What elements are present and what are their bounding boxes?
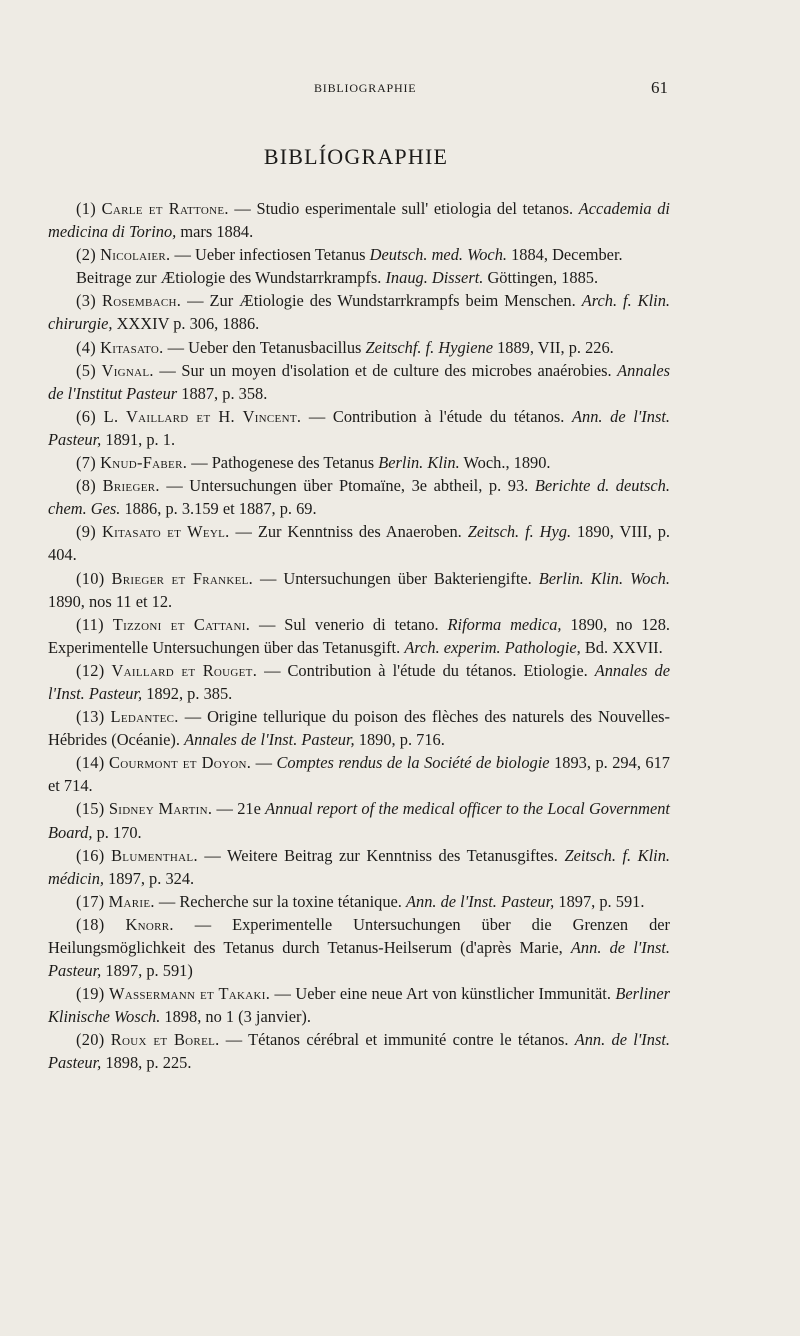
reference-details: 1890, no 128. Experimentelle Untersuchungen über das Tetanusgift. (48, 614, 670, 657)
reference-authors: Wassermann et Takaki. (108, 984, 271, 1004)
reference-details: 1893, p. 294, 617 et 714. (48, 753, 670, 796)
reference-entry (48, 243, 670, 266)
reference-entry (48, 751, 670, 797)
running-title: BIBLIOGRAPHIE (314, 81, 417, 95)
reference-source: Annales de l'Institut Pasteur (48, 360, 670, 403)
reference-text: — (251, 753, 277, 773)
reference-details: 1892, p. 385. (142, 683, 233, 703)
reference-authors: Sidney Martin. (108, 799, 213, 819)
reference-entry (48, 359, 670, 405)
reference-entry (48, 659, 670, 705)
reference-authors: Knud-Faber. (100, 453, 188, 473)
reference-authors: Nicolaier. (100, 245, 171, 265)
reference-entry (48, 266, 670, 289)
reference-number: (16) (76, 845, 105, 865)
reference-source: Riforma medica, (447, 614, 562, 634)
reference-number: (1) (76, 199, 97, 218)
reference-source: Annales de l'Inst. Pasteur, (48, 660, 670, 703)
reference-number: (4) (76, 337, 97, 357)
reference-text: — Recherche sur la toxine tétanique. (154, 891, 406, 911)
reference-text: — Contribution à l'étude du tétanos. (301, 406, 573, 426)
reference-authors: Brieger. (102, 476, 160, 496)
reference-details: 1891, p. 1. (101, 429, 176, 449)
reference-source: Deutsch. med. Woch. (369, 245, 507, 265)
running-header (56, 79, 668, 101)
reference-number: (17) (76, 891, 105, 911)
reference-source: Zeitsch. f. Hyg. (467, 522, 572, 542)
reference-text: — Sul venerio di tetano. (250, 614, 448, 634)
reference-text: — Ueber infectiosen Tetanus (170, 245, 370, 265)
reference-number: (10) (76, 568, 105, 588)
reference-number: (13) (76, 707, 105, 727)
reference-details: XXXIV p. 306, 1886. (112, 314, 260, 334)
reference-entry (48, 474, 670, 520)
reference-details: Göttingen, 1885. (483, 268, 599, 288)
page-title: BIBLÍOGRAPHIE (263, 144, 449, 169)
reference-number: (18) (76, 914, 105, 934)
reference-text: — Weitere Beitrag zur Kenntniss des Tetanusgiftes. (197, 845, 565, 865)
reference-authors: Vaillard et Rouget. (111, 660, 258, 680)
reference-entry (48, 197, 670, 243)
reference-number: (7) (76, 453, 97, 473)
reference-authors: L. Vaillard et H. Vincent. (103, 406, 302, 426)
page-number: 61 (651, 78, 668, 97)
reference-text: — Experimentelle Untersuchungen über die Grenzen der Heilungsmöglichkeit des Tetanus durch Tetanus-Heilserum (d'après Marie, (48, 914, 670, 957)
reference-entry (48, 405, 670, 451)
reference-source: Berichte d. deutsch. chem. Ges. (48, 476, 670, 519)
reference-details: 1889, VII, p. 226. (492, 337, 614, 357)
reference-source: Arch. f. Klin. chirurgie, (48, 291, 670, 334)
reference-entry (48, 1028, 670, 1074)
reference-details: Woch., 1890. (459, 453, 551, 473)
reference-source: Arch. experim. Pathologie (404, 637, 577, 657)
reference-authors: Vignal. (101, 360, 154, 380)
reference-number: (5) (76, 360, 97, 380)
reference-number: (20) (76, 1030, 105, 1050)
reference-entry (48, 613, 670, 659)
reference-details: 1884, December. (507, 245, 623, 265)
reference-text: — Studio esperimentale sull' etiologia del tetanos. (228, 199, 579, 218)
reference-details: 1897, p. 324. (103, 868, 195, 888)
reference-details: 1890, VIII, p. 404. (48, 522, 671, 565)
reference-authors: Courmont et Doyon. (109, 753, 252, 773)
reference-source: Annual report of the medical officer to the Local Government Board, (48, 799, 670, 842)
reference-number: (2) (76, 245, 97, 265)
reference-authors: Tizzoni et Cattani. (112, 614, 251, 634)
reference-details: 1890, p. 716. (354, 730, 445, 750)
reference-authors: Kitasato et Weyl. (101, 522, 230, 542)
reference-number: (15) (76, 799, 105, 819)
reference-entry (48, 913, 670, 982)
reference-source: Inaug. Dissert. (385, 268, 484, 288)
reference-number: (14) (76, 753, 105, 773)
reference-details: 1897, p. 591) (101, 961, 193, 981)
reference-source: Berlin. Klin. (378, 453, 460, 473)
reference-authors: Brieger et Frankel. (111, 568, 254, 588)
reference-text: — Pathogenese des Tetanus (187, 453, 379, 473)
reference-entry (48, 982, 670, 1028)
reference-details: 1886, p. 3.159 et 1887, p. 69. (120, 499, 317, 519)
reference-source: Berliner Klinische Wosch. (48, 984, 670, 1027)
reference-text: — Untersuchungen über Bakteriengifte. (253, 568, 539, 588)
reference-entry (48, 705, 670, 751)
reference-source: Comptes rendus de la Société de biologie (276, 753, 550, 773)
reference-source: Annales de l'Inst. Pasteur, (184, 730, 355, 750)
reference-details: 1890, nos 11 et 12. (48, 591, 173, 611)
reference-number: (8) (76, 476, 97, 496)
reference-number: (12) (76, 660, 105, 680)
reference-details: 1887, p. 358. (177, 383, 268, 403)
reference-authors: Ledantec. (110, 707, 179, 727)
reference-details: mars 1884. (176, 222, 254, 242)
reference-text: — Ueber eine neue Art von künstlicher Immunität. (270, 984, 616, 1004)
reference-entry (48, 289, 670, 335)
reference-details: 1897, p. 591. (554, 891, 645, 911)
reference-details: p. 170. (92, 822, 142, 842)
reference-entry (48, 797, 670, 843)
reference-authors: Roux et Borel. (110, 1030, 220, 1050)
reference-source: Berlin. Klin. Woch. (538, 568, 670, 588)
reference-number: (11) (76, 614, 104, 634)
reference-authors: Blumenthal. (111, 845, 198, 865)
reference-text: — 21e (212, 799, 266, 819)
reference-entry (48, 567, 670, 613)
reference-list (48, 197, 670, 1075)
reference-entry (48, 520, 670, 566)
reference-entry (48, 844, 670, 890)
reference-entry (48, 890, 670, 913)
reference-text: — Tétanos cérébral et immunité contre le tétanos. (219, 1030, 575, 1050)
reference-source: Ann. de l'Inst. Pasteur, (48, 1030, 670, 1073)
reference-source: Ann. de l'Inst. Pasteur, (48, 406, 670, 449)
reference-authors: Carle et Rattone. (101, 199, 229, 218)
reference-details: , Bd. XXVII. (576, 637, 663, 657)
reference-text: — Sur un moyen d'isolation et de culture des microbes anaérobies. (153, 360, 618, 380)
reference-authors: Knorr. (125, 914, 174, 934)
reference-entry (48, 451, 670, 474)
reference-authors: Rosembach. (102, 291, 182, 311)
reference-authors: Marie. (108, 891, 155, 911)
reference-text: — Zur Kenntniss des Anaeroben. (229, 522, 468, 542)
reference-authors: Kitasato. (100, 337, 164, 357)
reference-number: (19) (76, 984, 105, 1004)
reference-details: 1898, no 1 (3 janvier). (160, 1007, 311, 1027)
reference-entry (48, 336, 670, 359)
reference-text: — Origine tellurique du poison des flèches des naturels des Nouvelles-Hébrides (Océanie). (48, 707, 670, 750)
reference-number: (6) (76, 406, 97, 426)
reference-details: 1898, p. 225. (101, 1053, 192, 1073)
reference-source: Zeitsch. f. Klin. médicin, (48, 845, 671, 888)
reference-text: Beitrage zur Ætiologie des Wundstarrkrampfs. (76, 268, 386, 288)
reference-number: (9) (76, 522, 97, 542)
reference-text: — Contribution à l'étude du tétanos. Etiologie. (257, 660, 595, 680)
reference-number: (3) (76, 291, 97, 311)
reference-text: — Zur Ætiologie des Wundstarrkrampfs beim Menschen. (181, 291, 582, 311)
reference-source: Ann. de l'Inst. Pasteur, (48, 938, 670, 981)
reference-source: Accademia di medicina di Torino, (48, 199, 670, 242)
reference-source: Ann. de l'Inst. Pasteur, (406, 891, 555, 911)
reference-text: — Untersuchungen über Ptomaïne, 3e abtheil, p. 93. (159, 476, 535, 496)
reference-source: Zeitschf. f. Hygiene (365, 337, 493, 357)
reference-text: — Ueber den Tetanusbacillus (163, 337, 366, 357)
